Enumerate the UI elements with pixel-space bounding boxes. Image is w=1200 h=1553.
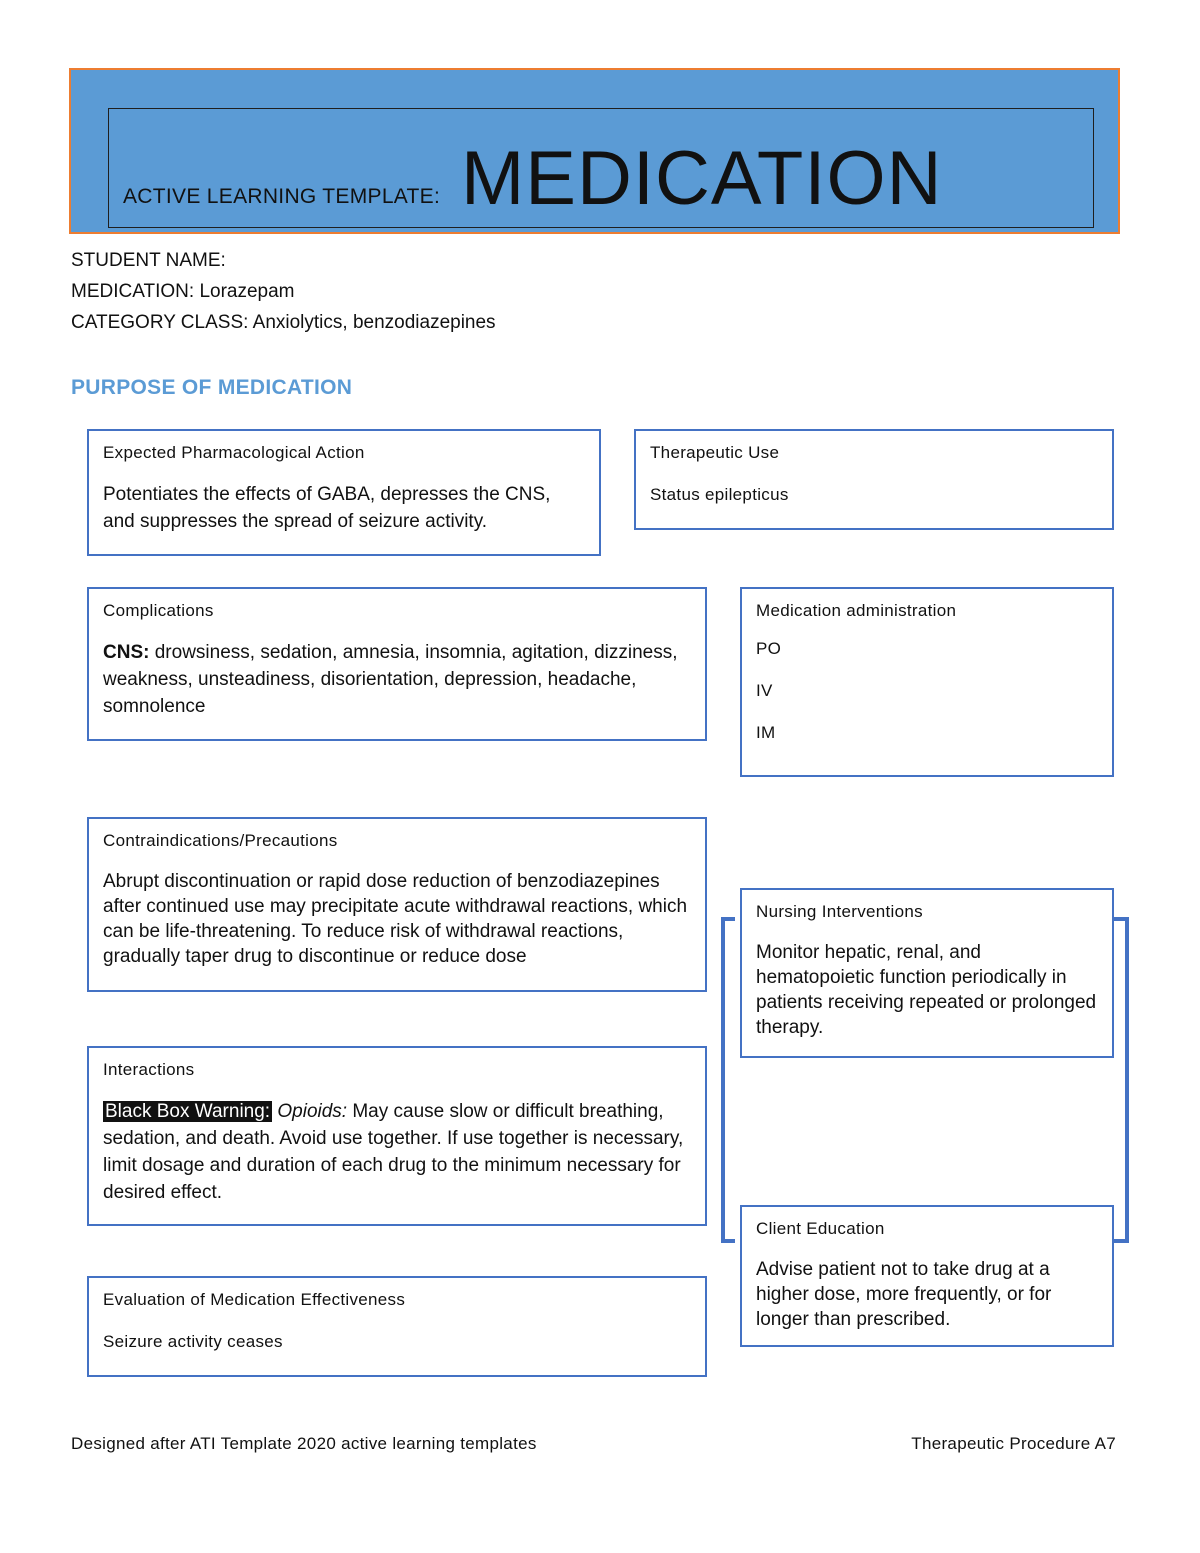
student-name-line xyxy=(71,250,226,272)
footer-right: Therapeutic Procedure A7 xyxy=(911,1434,1116,1453)
therapeutic-use-title: Therapeutic Use xyxy=(650,443,780,462)
bracket-right xyxy=(1114,917,1129,1243)
complications-body-wrap xyxy=(103,639,691,720)
complications-title: Complications xyxy=(103,601,214,620)
interaction-drug: Opioids: xyxy=(277,1101,348,1122)
expected-action-body: Potentiates the effects of GABA, depresses the CNS, and suppresses the spread of seizure activity. xyxy=(103,484,551,532)
interactions-title: Interactions xyxy=(103,1060,195,1079)
contraindications-box xyxy=(87,817,707,992)
evaluation-box xyxy=(87,1276,707,1377)
client-education-body: Advise patient not to take drug at a higher dose, more frequently, or for longer than prescribed. xyxy=(756,1259,1052,1330)
complications-lead: CNS: xyxy=(103,642,150,663)
nursing-interventions-box xyxy=(740,888,1114,1058)
template-label: ACTIVE LEARNING TEMPLATE: xyxy=(123,185,441,208)
evaluation-title: Evaluation of Medication Effectiveness xyxy=(103,1290,406,1309)
black-box-warning: Black Box Warning: xyxy=(105,1101,271,1122)
route-iv: IV xyxy=(756,681,773,700)
contraindications-body: Abrupt discontinuation or rapid dose reduction of benzodiazepines after continued use may precipitate acute withdrawal reactions, which can be life-threatening. To reduce risk of withdrawal reactions, gradually taper drug to discontinue or reduce dose xyxy=(103,871,688,967)
complications-box xyxy=(87,587,707,741)
medication-line xyxy=(71,281,295,303)
header-band xyxy=(69,68,1120,234)
nursing-interventions-body: Monitor hepatic, renal, and hematopoietic function periodically in patients receiving repeated or prolonged therapy. xyxy=(756,942,1097,1038)
category-line xyxy=(71,312,496,334)
administration-title: Medication administration xyxy=(756,601,957,620)
expected-action-box xyxy=(87,429,601,556)
client-education-box xyxy=(740,1205,1114,1347)
category-label: CATEGORY CLASS: xyxy=(71,312,249,333)
expected-action-title: Expected Pharmacological Action xyxy=(103,443,365,462)
route-im: IM xyxy=(756,723,776,742)
medication-value: Lorazepam xyxy=(199,281,295,302)
medication-label: MEDICATION: xyxy=(71,281,195,302)
contraindications-title: Contraindications/Precautions xyxy=(103,831,338,850)
bracket-left xyxy=(721,917,735,1243)
page-title: MEDICATION xyxy=(461,136,943,221)
route-po: PO xyxy=(756,639,782,658)
header-title-box xyxy=(108,108,1094,228)
therapeutic-use-box xyxy=(634,429,1114,530)
interactions-box xyxy=(87,1046,707,1226)
nursing-interventions-title: Nursing Interventions xyxy=(756,902,923,921)
section-title: PURPOSE OF MEDICATION xyxy=(71,376,353,399)
student-name-label: STUDENT NAME: xyxy=(71,250,226,271)
category-value: Anxiolytics, benzodiazepines xyxy=(252,312,496,333)
client-education-title: Client Education xyxy=(756,1219,885,1238)
therapeutic-use-body: Status epilepticus xyxy=(650,485,789,504)
footer-left: Designed after ATI Template 2020 active learning templates xyxy=(71,1434,537,1453)
interactions-body-wrap xyxy=(103,1098,691,1206)
complications-body: drowsiness, sedation, amnesia, insomnia, agitation, dizziness, weakness, unsteadiness, disorientation, depression, headache, somnolence xyxy=(103,642,678,717)
administration-box xyxy=(740,587,1114,777)
evaluation-body: Seizure activity ceases xyxy=(103,1332,283,1351)
interactions-body: May cause slow or difficult breathing, sedation, and death. Avoid use together. If use together is necessary, limit dosage and duration of each drug to the minimum necessary for desired effect. xyxy=(103,1101,684,1203)
